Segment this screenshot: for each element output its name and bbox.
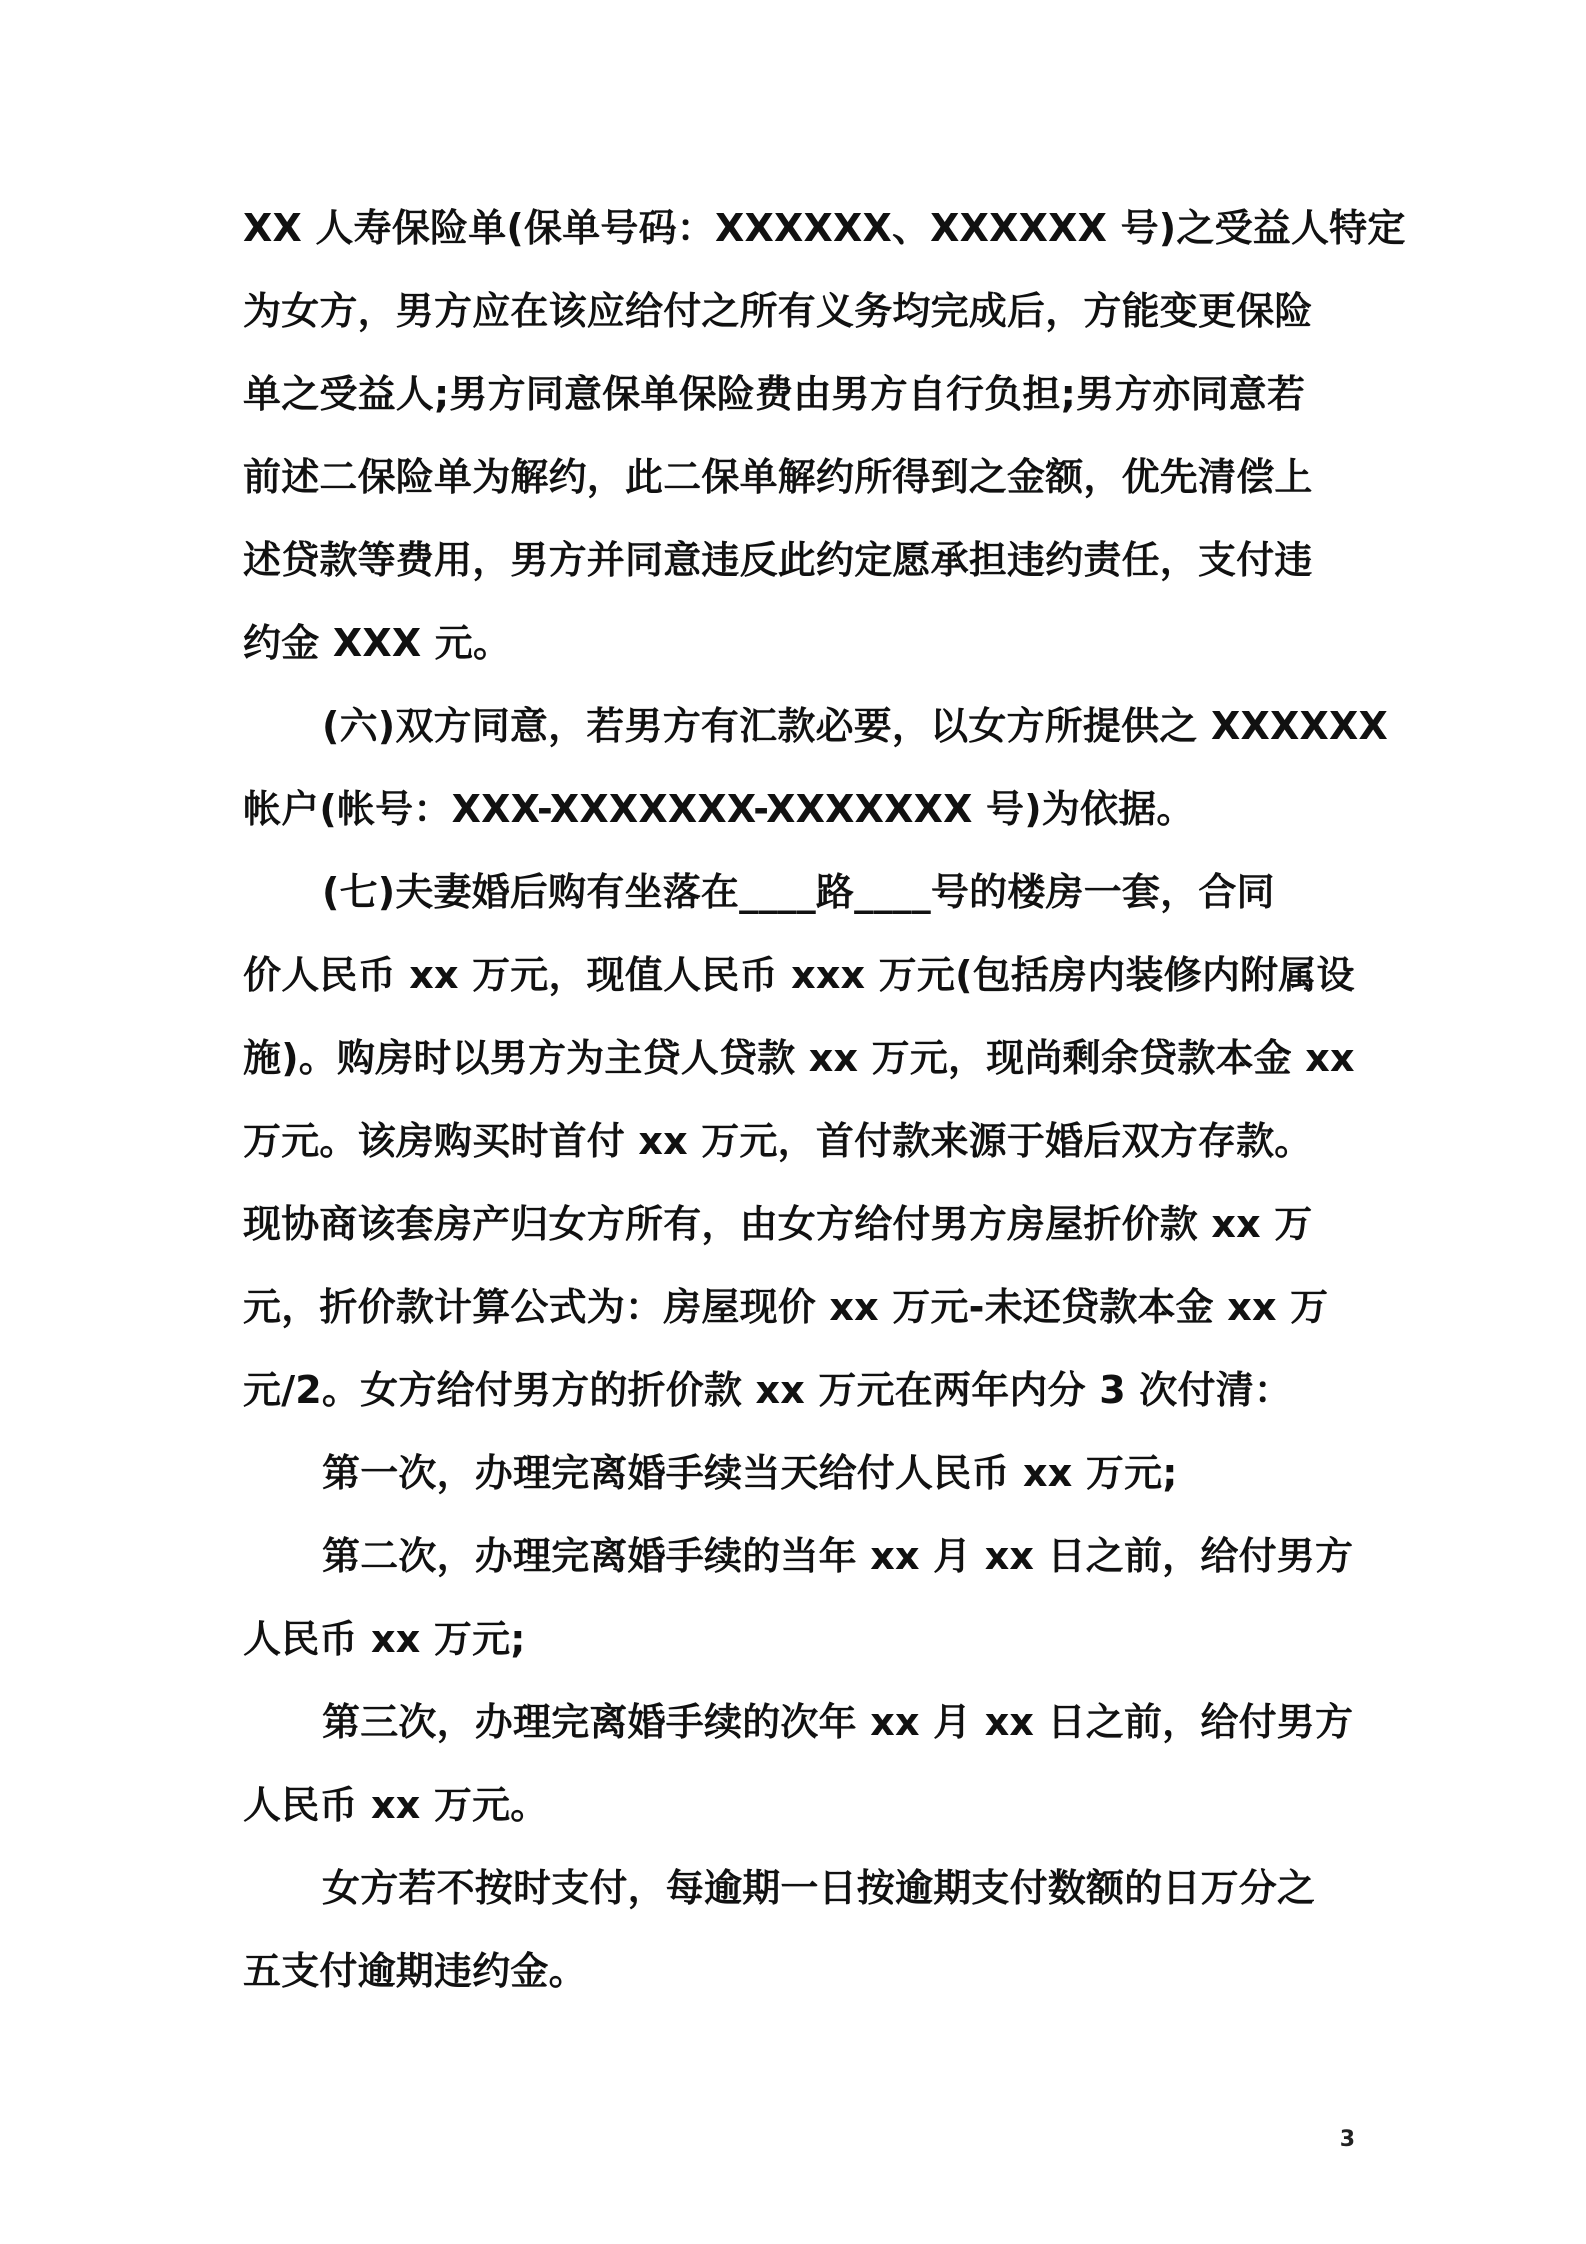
text-line: 前述二保险单为解约，此二保单解约所得到之金额，优先清偿上 bbox=[243, 455, 1313, 499]
text-line: 单之受益人;男方同意保单保险费由男方自行负担;男方亦同意若 bbox=[243, 372, 1306, 416]
text-line: 人民币 xx 万元。 bbox=[243, 1783, 549, 1827]
text-line: 述贷款等费用，男方并同意违反此约定愿承担违约责任，支付违 bbox=[243, 538, 1313, 582]
text-line: 元/2。女方给付男方的折价款 xx 万元在两年内分 3 次付清： bbox=[243, 1368, 1293, 1412]
paragraph-first-line: (七)夫妻婚后购有坐落在____路____号的楼房一套，合同 bbox=[322, 870, 1275, 914]
payment-line: 第一次，办理完离婚手续当天给付人民币 xx 万元; bbox=[322, 1451, 1178, 1495]
text-line: 元，折价款计算公式为：房屋现价 xx 万元-未还贷款本金 xx 万 bbox=[243, 1285, 1329, 1329]
text-line: 人民币 xx 万元; bbox=[243, 1617, 526, 1661]
text-line: 为女方，男方应在该应给付之所有义务均完成后，方能变更保险 bbox=[243, 289, 1313, 333]
payment-line: 第二次，办理完离婚手续的当年 xx 月 xx 日之前，给付男方 bbox=[322, 1534, 1354, 1578]
paragraph-first-line: (六)双方同意，若男方有汇款必要，以女方所提供之 XXXXXX bbox=[322, 704, 1388, 748]
text-line: 约金 XXX 元。 bbox=[243, 621, 512, 665]
text-line: XX 人寿保险单(保单号码：XXXXXX、XXXXXX 号)之受益人特定 bbox=[243, 206, 1406, 250]
payment-line: 第三次，办理完离婚手续的次年 xx 月 xx 日之前，给付男方 bbox=[322, 1700, 1354, 1744]
text-line: 价人民币 xx 万元，现值人民币 xxx 万元(包括房内装修内附属设 bbox=[243, 953, 1355, 997]
text-line: 施)。购房时以男方为主贷人贷款 xx 万元，现尚剩余贷款本金 xx bbox=[243, 1036, 1355, 1080]
paragraph-first-line: 女方若不按时支付，每逾期一日按逾期支付数额的日万分之 bbox=[322, 1866, 1316, 1910]
text-line: 帐户(帐号：XXX-XXXXXXX-XXXXXXX 号)为依据。 bbox=[243, 787, 1195, 831]
text-line: 五支付逾期违约金。 bbox=[243, 1949, 587, 1993]
page-number: 3 bbox=[1339, 2127, 1355, 2152]
text-line: 现协商该套房产归女方所有，由女方给付男方房屋折价款 xx 万 bbox=[243, 1202, 1313, 1246]
text-line: 万元。该房购买时首付 xx 万元，首付款来源于婚后双方存款。 bbox=[243, 1119, 1313, 1163]
